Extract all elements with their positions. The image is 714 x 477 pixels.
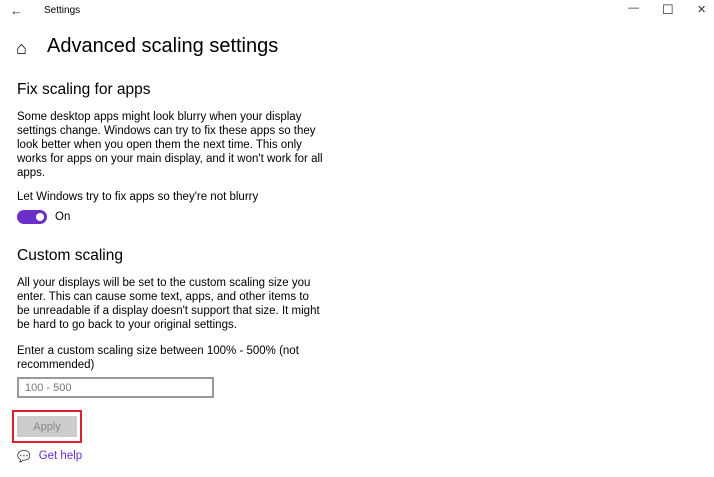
settings-content [17, 80, 347, 463]
apply-highlight [12, 410, 82, 443]
input-label: Enter a custom scaling size between 100% - 500% (not recommended) [17, 345, 299, 371]
close-button[interactable]: ✕ [697, 4, 707, 16]
custom-scaling-input[interactable] [17, 377, 214, 398]
apply-button[interactable]: Apply [17, 416, 77, 437]
fix-scaling-description: Some desktop apps might look blurry when your display settings change. Windows can try to fix these apps so they look better when you open them the next time. This only works for apps on your main display, and it won't work for all apps. [17, 111, 323, 179]
toggle-label: Let Windows try to fix apps so they're not blurry [17, 191, 259, 203]
custom-scaling-description: All your displays will be set to the custom scaling size you enter. This can cause some text, apps, and other items to be unreadable if a display doesn't support that size. It might be hard to go back to your original settings. [17, 277, 320, 331]
page-title: Advanced scaling settings [47, 35, 279, 57]
get-help-icon: 💬 [17, 450, 31, 463]
back-button[interactable]: ← [10, 3, 23, 18]
get-help-link[interactable]: Get help [38, 450, 83, 462]
minimize-button[interactable]: — [628, 2, 639, 14]
maximize-button[interactable]: ☐ [662, 2, 674, 17]
custom-scaling-heading: Custom scaling [17, 247, 123, 264]
toggle-state: On [55, 211, 71, 223]
home-icon[interactable]: ⌂ [16, 38, 27, 58]
fix-apps-toggle[interactable] [17, 210, 47, 224]
window-title: Settings [44, 5, 81, 16]
fix-scaling-heading: Fix scaling for apps [17, 81, 151, 98]
